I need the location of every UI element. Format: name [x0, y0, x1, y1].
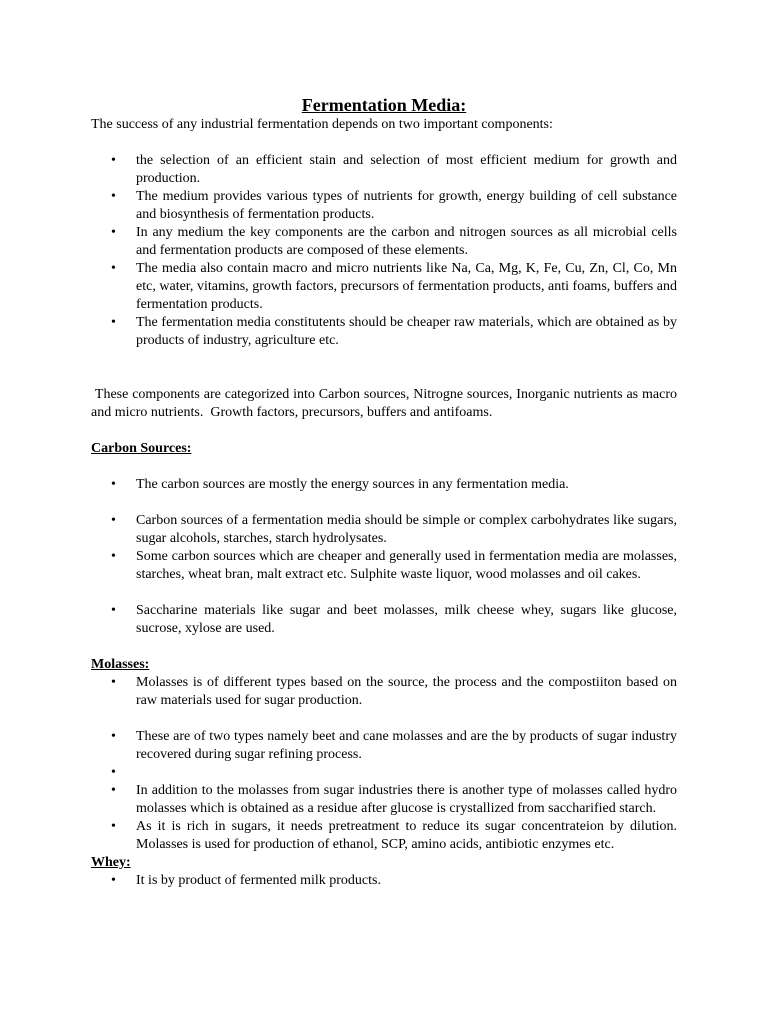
list-item: • The fermentation media constitutents should be cheaper raw materials, which are obtained as by products of industry, agriculture etc. — [91, 314, 677, 350]
list-item: • Saccharine materials like sugar and beet molasses, milk cheese whey, sugars like glucose, sucrose, xylose are used. — [91, 602, 677, 638]
molasses-heading: Molasses: — [91, 657, 150, 672]
list-item: • These are of two types namely beet and cane molasses and are the by products of sugar industry recovered during sugar refining process. — [91, 728, 677, 764]
categories-paragraph: These components are categorized into Carbon sources, Nitrogne sources, Inorganic nutrients as macro and micro nutrients. Growth factors, precursors, buffers and antifoams. — [91, 387, 681, 420]
list-item: • In addition to the molasses from sugar industries there is another type of molasses called hydro molasses which is obtained as a residue after glucose is crystallized from saccharified starch. — [91, 782, 677, 818]
whey-bullet-list — [91, 872, 677, 890]
carbon-bullet-list — [91, 512, 677, 584]
spacer — [91, 638, 677, 656]
list-item: • Molasses is of different types based on the source, the process and the compostiiton based on raw materials used for sugar production. — [91, 674, 677, 710]
document-page — [91, 94, 681, 890]
list-item: • The media also contain macro and micro nutrients like Na, Ca, Mg, K, Fe, Cu, Zn, Cl, Co, Mn etc, water, vitamins, growth factors, precursors of fermentation products, anti foams, buffers and fermentation products. — [91, 260, 677, 314]
list-item: • The carbon sources are mostly the energy sources in any fermentation media. — [91, 476, 677, 494]
list-item: • In any medium the key components are the carbon and nitrogen sources as all microbial cells and fermentation products are composed of these elements. — [91, 224, 677, 260]
list-item: • The medium provides various types of nutrients for growth, energy building of cell substance and biosynthesis of fermentation products. — [91, 188, 677, 224]
spacer — [91, 350, 677, 386]
intro-bullet-list — [91, 152, 677, 350]
list-item: • As it is rich in sugars, it needs pretreatment to reduce its sugar concentrateion by dilution. Molasses is used for production of ethanol, SCP, amino acids, antibiotic enzymes etc. — [91, 818, 677, 854]
list-item: • Carbon sources of a fermentation media should be simple or complex carbohydrates like sugars, sugar alcohols, starches, starch hydrolysates. — [91, 512, 677, 548]
document-title: Fermentation Media: — [301, 95, 467, 115]
spacer — [91, 134, 677, 152]
spacer — [91, 584, 677, 602]
spacer — [91, 458, 677, 476]
list-item: • It is by product of fermented milk products. — [91, 872, 677, 890]
list-item: • Some carbon sources which are cheaper and generally used in fermentation media are molasses, starches, wheat bran, malt extract etc. Sulphite waste liquor, wood molasses and oil cakes. — [91, 548, 677, 584]
whey-heading: Whey: — [91, 855, 131, 870]
list-item: • the selection of an efficient stain and selection of most efficient medium for growth and production. — [91, 152, 677, 188]
list-item — [91, 764, 677, 782]
carbon-sources-heading: Carbon Sources: — [91, 441, 192, 456]
spacer — [91, 494, 677, 512]
carbon-bullet-list — [91, 602, 677, 638]
molasses-bullet-list — [91, 674, 677, 710]
carbon-bullet-list — [91, 476, 677, 494]
spacer — [91, 422, 677, 440]
intro-paragraph: The success of any industrial fermentation depends on two important components: — [91, 117, 553, 132]
spacer — [91, 710, 677, 728]
molasses-bullet-list — [91, 728, 677, 854]
